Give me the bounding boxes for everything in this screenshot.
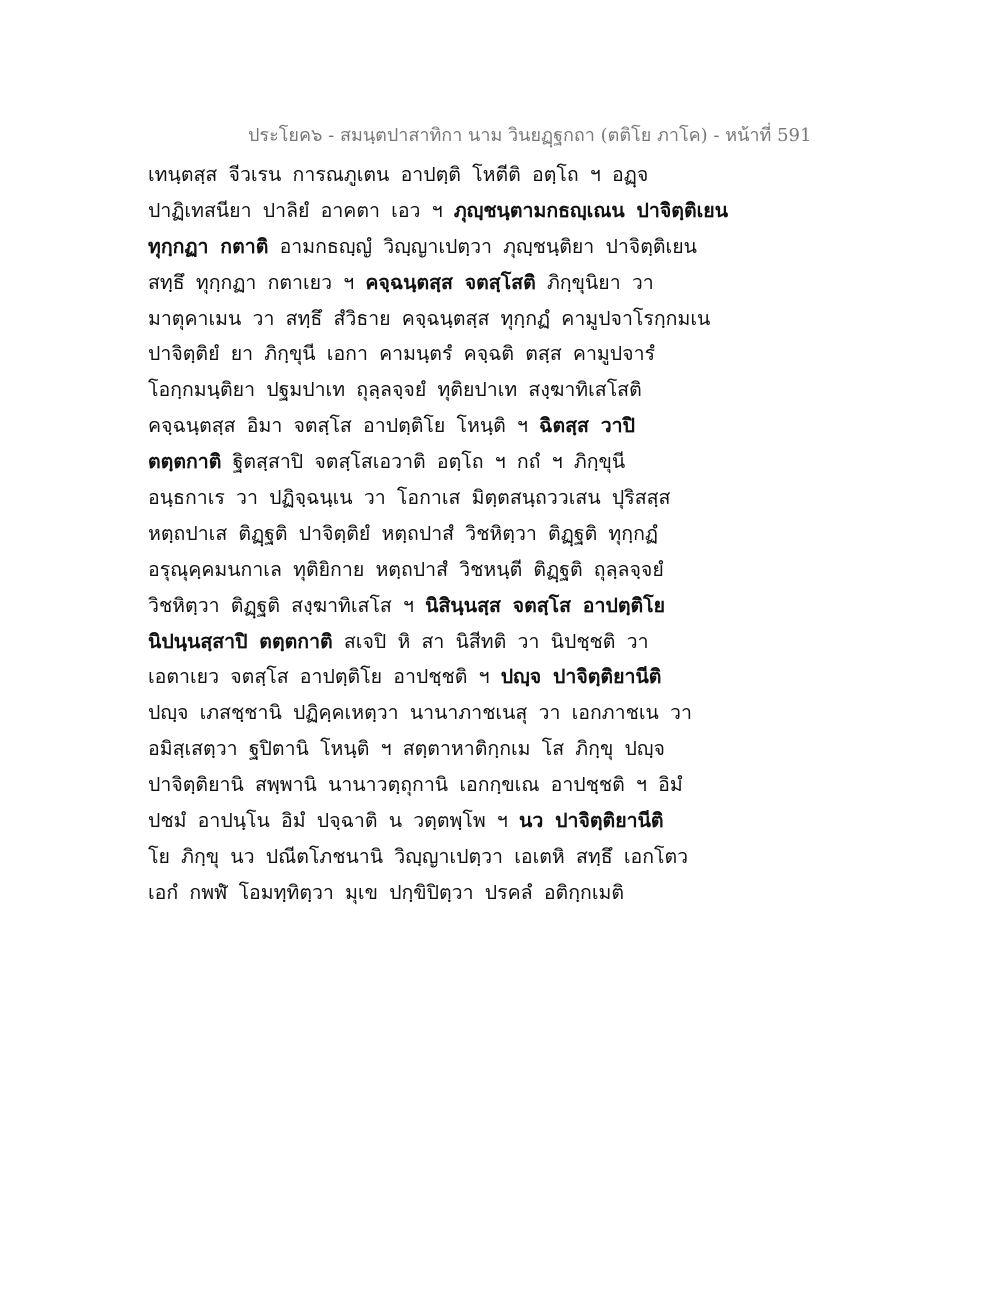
text-line bbox=[148, 157, 708, 193]
bold-term: ภุญฺชนฺตามกธญฺเณน ปาจิตฺติเยน bbox=[453, 198, 729, 222]
text-segment: หตฺถปาเส ติฏฺฐติ ปาจิตฺติยํ หตฺถปาสํ วิชหิตฺวา ติฏฺฐติ ทุกฺกฏํ bbox=[148, 521, 658, 545]
text-segment: สทฺธึ ทุกฺกฏา กตาเยว ฯ bbox=[148, 270, 366, 294]
bold-term: คจฺฉนฺตสฺส จตสฺโสติ bbox=[365, 270, 536, 294]
text-segment: เอตาเยว จตสฺโส อาปตฺติโย อาปชฺชติ ฯ bbox=[148, 665, 501, 689]
text-segment: สเจปิ หิ สา นิสีทติ วา นิปชฺชติ วา bbox=[332, 629, 649, 653]
text-line bbox=[148, 767, 708, 803]
text-line bbox=[148, 659, 708, 695]
text-line bbox=[148, 552, 708, 588]
text-line bbox=[148, 444, 708, 480]
text-segment: โอกฺกมนฺติยา ปฐมปาเท ถุลฺลจฺจยํ ทุติยปาเท สงฺฆาทิเสโสติ bbox=[148, 378, 642, 402]
text-line bbox=[148, 803, 708, 839]
text-segment: ปาจิตฺติยานิ สพฺพานิ นานาวตฺถุกานิ เอกกฺขเณ อาปชฺชติ ฯ อิมํ bbox=[148, 773, 683, 797]
text-segment: เอกํ กพฬํ โอมทฺทิตฺวา มุเข ปกฺขิปิตฺวา ปรคลํ อติกฺกเมติ bbox=[148, 880, 624, 904]
text-line bbox=[148, 193, 729, 229]
text-segment: อมิสฺเสตฺวา ฐปิตานิ โหนฺติ ฯ สตฺตาหาติกฺกเม โส ภิกฺขุ ปญฺจ bbox=[148, 737, 665, 761]
text-line bbox=[148, 301, 711, 337]
bold-term: ตตฺตกาติ bbox=[148, 450, 222, 474]
bold-term: นว ปาจิตฺติยานีติ bbox=[519, 809, 664, 833]
text-line bbox=[148, 839, 708, 875]
page-header: ประโยค๖ - สมนฺตปาสาทิกา นาม วินยฏฺฐกถา (ตติโย ภาโค) - หน้าที่ 591 bbox=[248, 125, 812, 146]
bold-term: ทุกฺกฏา กตาติ bbox=[148, 234, 269, 258]
text-line bbox=[148, 875, 708, 911]
text-segment: ปชมํ อาปนฺโน อิมํ ปจฺฉาติ น วตฺตพฺโพ ฯ bbox=[148, 809, 520, 833]
text-line bbox=[148, 229, 708, 265]
text-line bbox=[148, 265, 708, 301]
text-segment: อามกธญฺญํ วิญฺญาเปตฺวา ภุญฺชนฺติยา ปาจิตฺติเยน bbox=[268, 234, 697, 258]
bold-term: ฉิตสฺส วาปิ bbox=[539, 414, 635, 438]
text-segment: ฐิตสฺสาปิ จตสฺโสเอวาติ อตฺโถ ฯ กถํ ฯ ภิกฺขุนี bbox=[221, 450, 626, 474]
text-segment: ปาจิตฺติยํ ยา ภิกฺขุนี เอกา คามนฺตรํ คจฺฉติ ตสฺส คามูปจารํ bbox=[148, 342, 655, 366]
text-segment: วิชหิตฺวา ติฏฺฐติ สงฺฆาทิเสโส ฯ bbox=[148, 593, 426, 617]
text-line bbox=[148, 480, 708, 516]
text-line bbox=[148, 408, 708, 444]
text-segment: เทนฺตสฺส จีวเรน การณภูเตน อาปตฺติ โหตีติ อตฺโถ ฯ อฏฺจ bbox=[148, 163, 649, 186]
text-segment: คจฺฉนฺตสฺส อิมา จตสฺโส อาปตฺติโย โหนฺติ ฯ bbox=[148, 414, 540, 438]
text-segment: อรุณุคฺคมนกาเล ทุติยิกาย หตฺถปาสํ วิชหนฺตี ติฏฺฐติ ถุลฺลจฺจยํ bbox=[148, 557, 664, 581]
bold-term: ปญฺจ ปาจิตฺติยานีติ bbox=[500, 665, 662, 689]
text-line bbox=[148, 372, 708, 408]
text-segment: โย ภิกฺขุ นว ปณีตโภชนานิ วิญฺญาเปตฺวา เอเตหิ สทฺธึ เอกโตว bbox=[148, 844, 689, 868]
body-text bbox=[148, 157, 729, 911]
text-segment: ปญฺจ เภสชฺชานิ ปฏิคฺคเหตฺวา นานาภาชเนสุ วา เอกภาชเน วา bbox=[148, 701, 692, 725]
text-line bbox=[148, 588, 708, 624]
text-line bbox=[148, 336, 708, 372]
text-line bbox=[148, 731, 708, 767]
bold-term: นิสินฺนสฺส จตสฺโส อาปตฺติโย bbox=[425, 593, 666, 617]
bold-term: นิปนฺนสฺสาปิ ตตฺตกาติ bbox=[148, 629, 333, 653]
text-segment: มาตุคาเมน วา สทฺธึ สํวิธาย คจฺฉนฺตสฺส ทุกฺกฏํ คามูปจาโรกฺกมเน bbox=[148, 306, 711, 330]
text-segment: ปาฏิเทสนียา ปาลิยํ อาคตา เอว ฯ bbox=[148, 198, 454, 222]
text-line bbox=[148, 516, 708, 552]
text-segment: อนฺธกาเร วา ปฏิจฺฉนฺเน วา โอกาเส มิตฺตสนฺถววเสน ปุริสสฺส bbox=[148, 486, 671, 510]
text-segment: ภิกฺขุนิยา วา bbox=[535, 270, 654, 294]
text-line bbox=[148, 695, 708, 731]
text-line bbox=[148, 624, 708, 660]
